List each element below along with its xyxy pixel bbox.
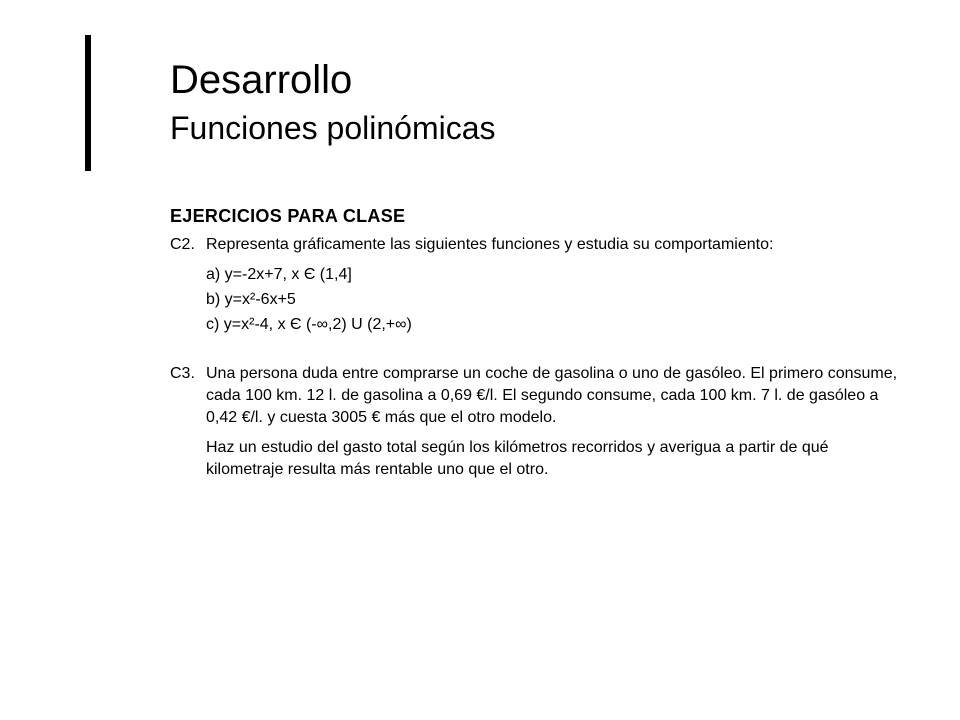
exercise-number: C3.: [170, 365, 195, 382]
section-heading: EJERCICIOS PARA CLASE: [170, 206, 406, 226]
title-accent-bar: [85, 35, 91, 171]
function-list: [206, 264, 900, 336]
exercise-content: [170, 204, 900, 481]
function-item-b: b) y=x²-6x+5: [206, 291, 296, 308]
exercise-body: [206, 363, 900, 481]
page-title: Desarrollo: [170, 58, 353, 102]
exercise-body: [206, 234, 900, 339]
exercise-statement: Representa gráficamente las siguientes funciones y estudia su comportamiento:: [206, 236, 774, 253]
exercise-number: C2.: [170, 236, 195, 253]
function-item-c: c) y=x²-4, x Є (-∞,2) U (2,+∞): [206, 316, 412, 333]
exercise-statement: Una persona duda entre comprarse un coche de gasolina o uno de gasóleo. El primero consume, cada 100 km. 12 l. de gasolina a 0,69 €/l. El segundo consume, cada 100 km. 7 l. de gasóleo a 0,42 €/l. y cuesta 3005 € más que el otro modelo.: [206, 365, 898, 426]
function-item-a: a) y=-2x+7, x Є (1,4]: [206, 266, 352, 283]
exercise-c2: [170, 234, 900, 339]
exercise-question: Haz un estudio del gasto total según los kilómetros recorridos y averigua a partir de qué kilometraje resulta más rentable uno que el otro.: [206, 439, 829, 478]
page-subtitle: Funciones polinómicas: [170, 110, 496, 146]
exercise-c3: [170, 363, 900, 481]
